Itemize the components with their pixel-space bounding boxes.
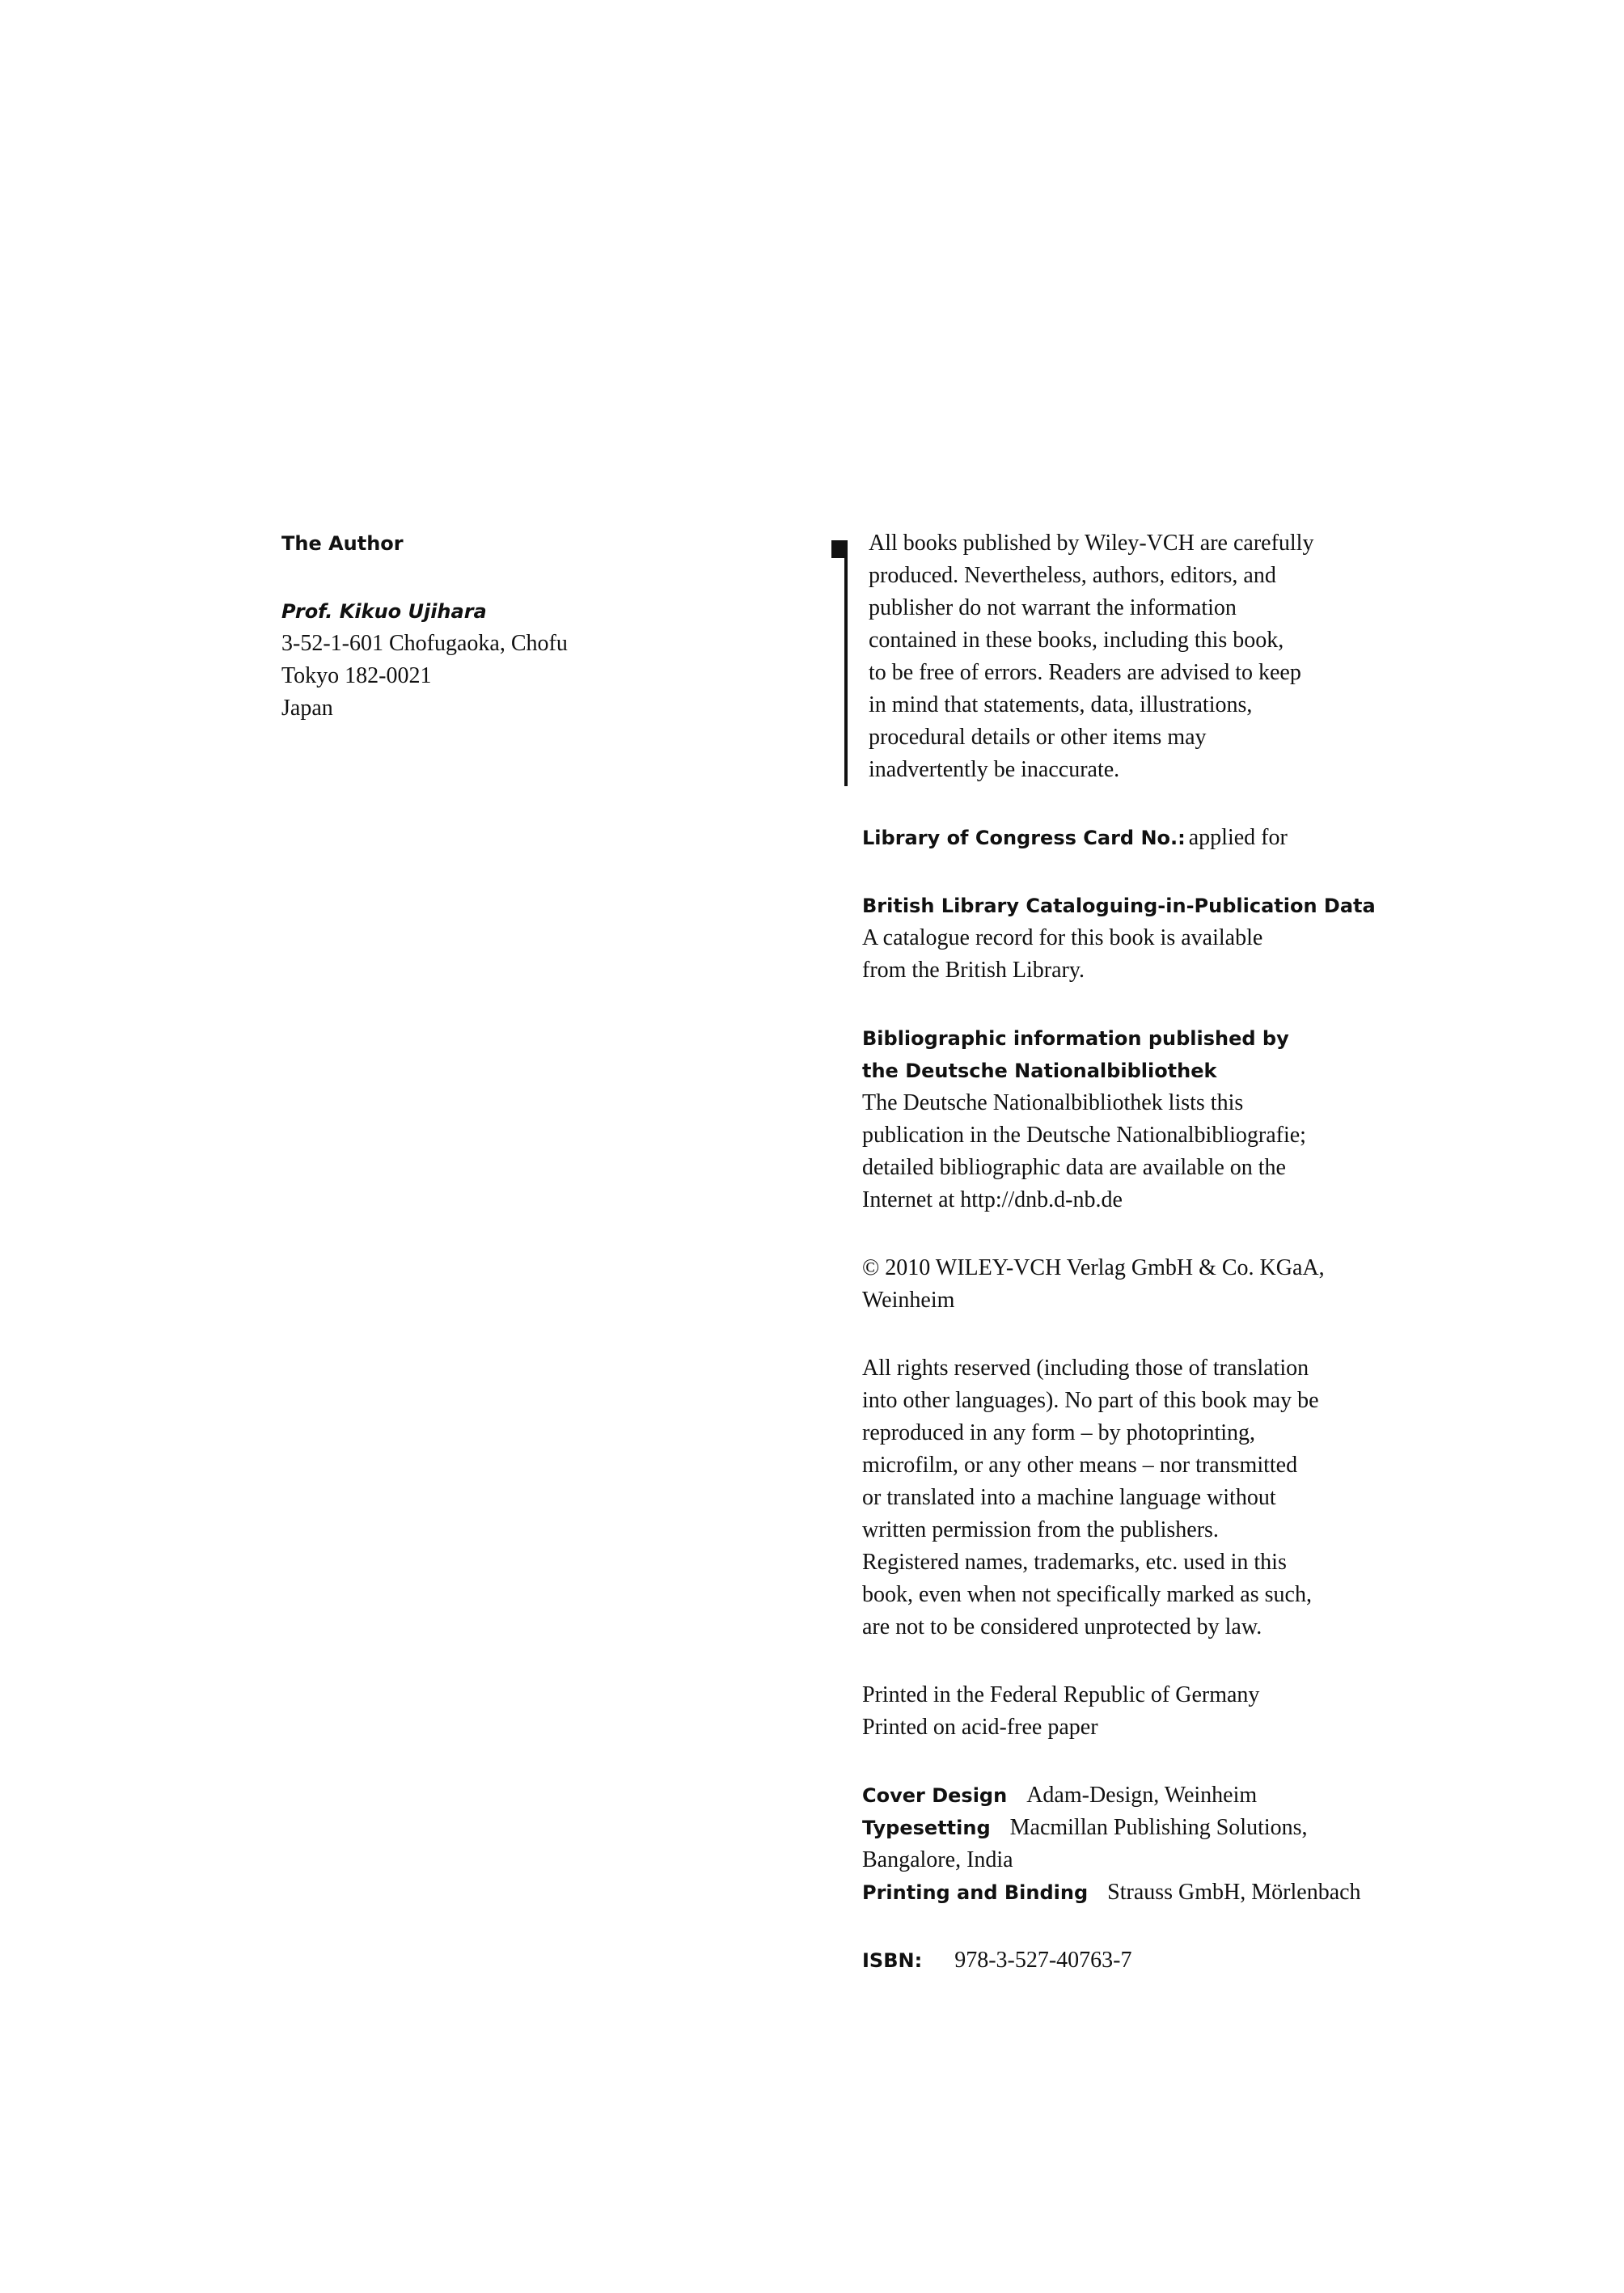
rights-line: into other languages). No part of this book may be bbox=[862, 1388, 1319, 1413]
cover-design-value: Adam-Design, Weinheim bbox=[1026, 1783, 1258, 1808]
printing-value: Strauss GmbH, Mörlenbach bbox=[1107, 1880, 1361, 1905]
typesetting-value: Macmillan Publishing Solutions, bbox=[1009, 1815, 1308, 1840]
dnb-heading: the Deutsche Nationalbibliothek bbox=[862, 1060, 1217, 1082]
disclaimer-line: All books published by Wiley-VCH are carefully bbox=[869, 531, 1314, 556]
disclaimer-line: contained in these books, including this book, bbox=[869, 628, 1284, 653]
dnb-heading: Bibliographic information published by bbox=[862, 1027, 1289, 1050]
author-address-line: Tokyo 182-0021 bbox=[281, 663, 432, 688]
rights-line: book, even when not specifically marked as such, bbox=[862, 1582, 1312, 1607]
disclaimer-line: inadvertently be inaccurate. bbox=[869, 757, 1120, 782]
dnb-line: The Deutsche Nationalbibliothek lists this bbox=[862, 1090, 1244, 1115]
author-address-line: 3-52-1-601 Chofugaoka, Chofu bbox=[281, 631, 568, 656]
cover-design-line bbox=[862, 1779, 1380, 1812]
typesetting-label: Typesetting bbox=[862, 1817, 991, 1839]
isbn-line bbox=[862, 1944, 1380, 1977]
disclaimer-block bbox=[862, 527, 1380, 786]
isbn-value: 978-3-527-40763-7 bbox=[954, 1948, 1132, 1973]
author-address-line: Japan bbox=[281, 696, 333, 721]
typesetting-line bbox=[862, 1812, 1380, 1844]
british-library-heading: British Library Cataloguing-in-Publication Data bbox=[862, 895, 1376, 917]
rights-line: microfilm, or any other means – nor transmitted bbox=[862, 1453, 1298, 1478]
british-library-line: A catalogue record for this book is available bbox=[862, 925, 1263, 950]
disclaimer-line: to be free of errors. Readers are advised to keep bbox=[869, 660, 1301, 685]
copyright-line: Weinheim bbox=[862, 1288, 955, 1313]
printed-line: Printed on acid-free paper bbox=[862, 1715, 1098, 1740]
author-block bbox=[281, 527, 734, 725]
loc-value: applied for bbox=[1188, 825, 1288, 850]
imprint-column bbox=[862, 527, 1380, 1977]
disclaimer-line: procedural details or other items may bbox=[869, 725, 1207, 750]
printing-label: Printing and Binding bbox=[862, 1881, 1089, 1904]
cover-design-label: Cover Design bbox=[862, 1784, 1008, 1807]
disclaimer-line: in mind that statements, data, illustrations, bbox=[869, 692, 1253, 717]
typesetting-value-cont: Bangalore, India bbox=[862, 1847, 1013, 1872]
rights-line: written permission from the publishers. bbox=[862, 1517, 1219, 1542]
loc-label: Library of Congress Card No.: bbox=[862, 827, 1186, 849]
disclaimer-line: produced. Nevertheless, authors, editors, and bbox=[869, 563, 1276, 588]
copyright-line: © 2010 WILEY-VCH Verlag GmbH & Co. KGaA, bbox=[862, 1255, 1325, 1280]
author-name: Prof. Kikuo Ujihara bbox=[281, 600, 487, 623]
isbn-label: ISBN: bbox=[862, 1949, 923, 1972]
printed-line: Printed in the Federal Republic of Germany bbox=[862, 1682, 1260, 1707]
printing-line bbox=[862, 1876, 1380, 1909]
rights-line: All rights reserved (including those of translation bbox=[862, 1356, 1309, 1381]
margin-rule bbox=[844, 540, 848, 786]
disclaimer-line: publisher do not warrant the information bbox=[869, 595, 1237, 620]
dnb-line: detailed bibliographic data are available on the bbox=[862, 1155, 1286, 1180]
author-heading: The Author bbox=[281, 532, 404, 555]
british-library-line: from the British Library. bbox=[862, 958, 1085, 983]
rights-line: or translated into a machine language without bbox=[862, 1485, 1276, 1510]
dnb-line: Internet at http://dnb.d-nb.de bbox=[862, 1187, 1123, 1212]
rights-line: Registered names, trademarks, etc. used in this bbox=[862, 1550, 1287, 1575]
rights-line: are not to be considered unprotected by law. bbox=[862, 1614, 1262, 1639]
dnb-line: publication in the Deutsche Nationalbibliografie; bbox=[862, 1123, 1306, 1148]
loc-line bbox=[862, 822, 1380, 854]
rights-line: reproduced in any form – by photoprinting, bbox=[862, 1420, 1256, 1445]
